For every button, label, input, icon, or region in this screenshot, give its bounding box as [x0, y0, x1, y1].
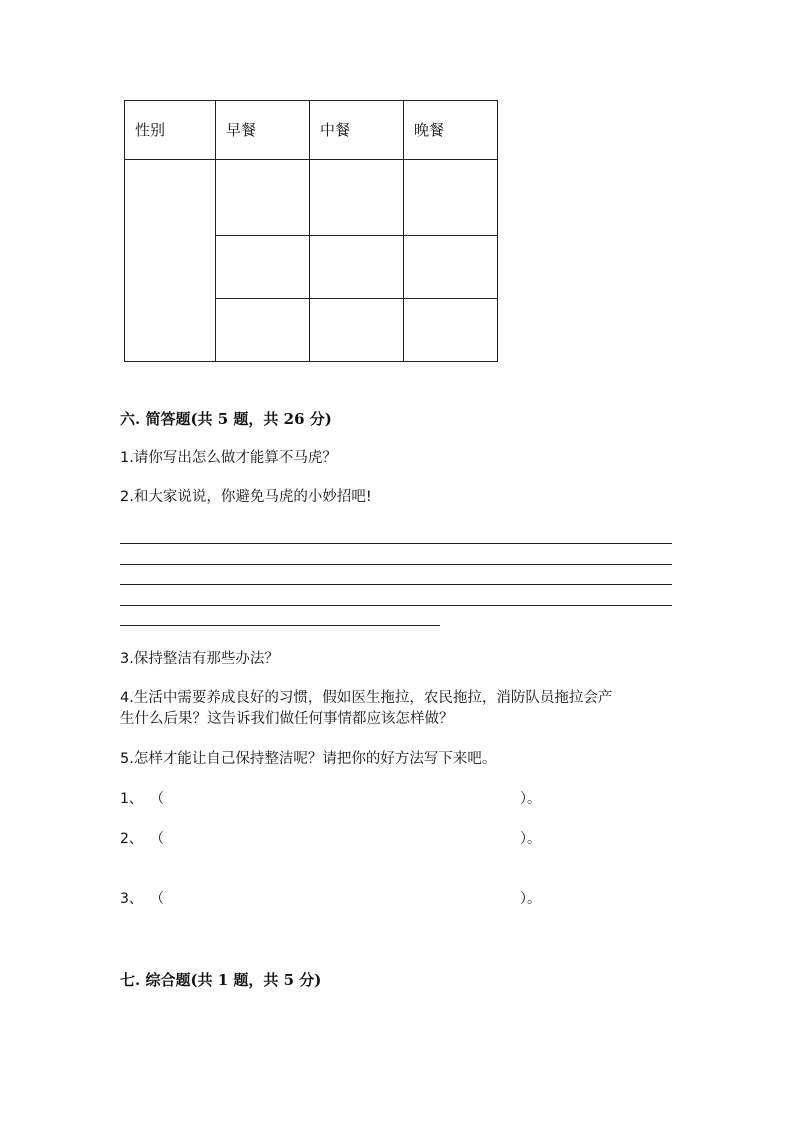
table-cell	[403, 159, 498, 236]
table-cell	[309, 298, 404, 362]
question-4-line-1: 4.生活中需要养成良好的习惯，假如医生拖拉，农民拖拉，消防队员拖拉会产	[120, 690, 613, 706]
table-cell	[403, 235, 498, 299]
blank-2-close-paren: ）。	[520, 831, 541, 847]
blank-1-open-paren: （	[150, 791, 164, 807]
table-cell	[215, 298, 310, 362]
blank-3-number: 3、	[120, 891, 143, 907]
table-cell	[215, 159, 310, 236]
question-2: 2.和大家说说，你避免马虎的小妙招吧!	[120, 489, 372, 505]
question-1: 1.请你写出怎么做才能算不马虎？	[120, 450, 337, 466]
question-5: 5.怎样才能让自己保持整洁呢？请把你的好方法写下来吧。	[120, 751, 497, 767]
blank-3-close-paren: ）。	[520, 891, 541, 907]
header-breakfast: 早餐	[215, 100, 310, 160]
answer-line	[120, 543, 672, 544]
table-cell	[403, 298, 498, 362]
blank-2-number: 2、	[120, 831, 143, 847]
table-cell	[309, 235, 404, 299]
question-3: 3.保持整洁有那些办法？	[120, 651, 279, 667]
gender-cell	[124, 159, 216, 362]
answer-line	[120, 605, 672, 606]
meal-table	[124, 100, 498, 362]
table-cell	[309, 159, 404, 236]
section-6-title: 六. 简答题(共 5 题，共 26 分)	[120, 410, 332, 428]
blank-3-open-paren: （	[150, 891, 164, 907]
blank-2-open-paren: （	[150, 831, 164, 847]
header-lunch: 中餐	[309, 100, 404, 160]
section-7-title: 七. 综合题(共 1 题，共 5 分)	[120, 971, 322, 989]
answer-line	[120, 564, 672, 565]
blank-1-close-paren: ）。	[520, 791, 541, 807]
header-gender: 性别	[124, 100, 216, 160]
answer-line	[120, 625, 440, 626]
question-4-line-2: 生什么后果？这告诉我们做任何事情都应该怎样做？	[120, 711, 454, 727]
table-cell	[215, 235, 310, 299]
header-dinner: 晚餐	[403, 100, 498, 160]
blank-1-number: 1、	[120, 791, 143, 807]
answer-line	[120, 584, 672, 585]
